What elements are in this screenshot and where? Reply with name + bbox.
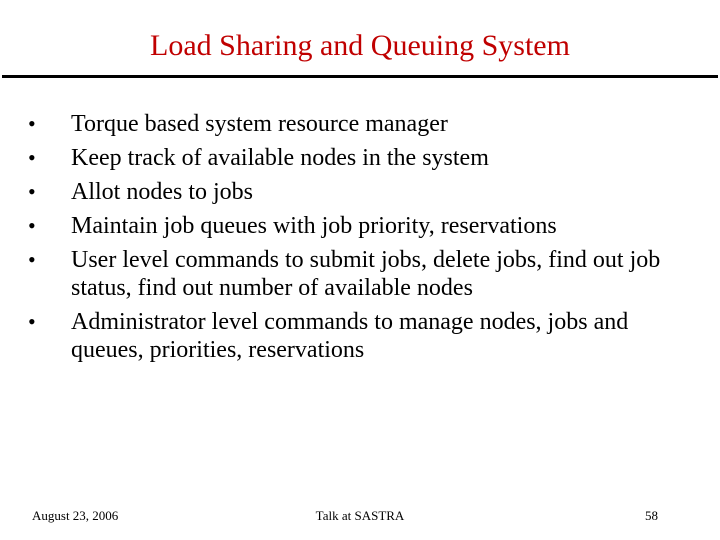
bullet-text: User level commands to submit jobs, delete jobs, find out job status, find out number of available nodes (71, 247, 661, 301)
page-number: 58 (645, 508, 658, 523)
bullet-icon: • (28, 247, 36, 272)
bullet-icon: • (28, 213, 36, 238)
bullet-text: Torque based system resource manager (71, 111, 448, 137)
bullet-item (28, 178, 688, 206)
footer-title: Talk at SASTRA (315, 508, 405, 523)
bullet-item (28, 110, 688, 138)
bullet-list (28, 110, 688, 370)
bullet-text: Keep track of available nodes in the system (71, 145, 489, 171)
bullet-item (28, 308, 688, 364)
bullet-item (28, 212, 688, 240)
bullet-text: Allot nodes to jobs (71, 179, 254, 205)
bullet-text: Administrator level commands to manage nodes, jobs and queues, priorities, reservations (71, 309, 629, 363)
bullet-icon: • (28, 309, 36, 334)
bullet-item (28, 246, 688, 302)
bullet-text: Maintain job queues with job priority, reservations (71, 213, 557, 239)
bullet-icon: • (28, 111, 36, 136)
bullet-icon: • (28, 179, 36, 204)
bullet-item (28, 144, 688, 172)
title-divider (2, 75, 718, 78)
slide-title: Load Sharing and Queuing System (150, 29, 570, 62)
footer-date: August 23, 2006 (32, 508, 119, 523)
bullet-icon: • (28, 145, 36, 170)
